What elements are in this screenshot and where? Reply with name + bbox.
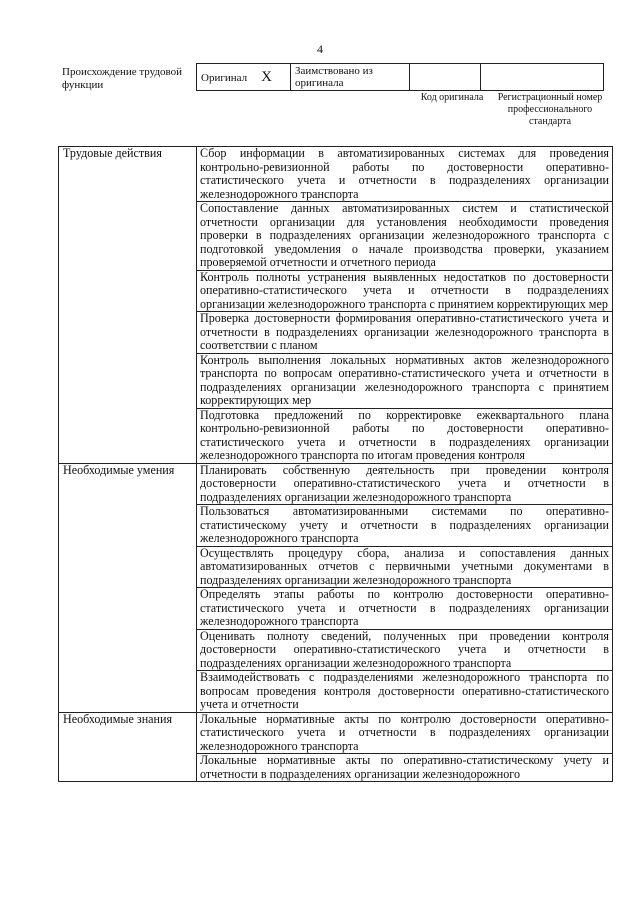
labor-action-item: Сбор информации в автоматизированных системах для проведения контрольно-ревизионной работы по достоверности оперативно-статистического учета и отчетности в подразделениях организации железнодорожного транспорта bbox=[197, 147, 613, 202]
skill-item: Оценивать полноту сведений, полученных при проведении контроля достоверности оперативно-статистического учета и отчетности в подразделениях организации железнодорожного транспорта bbox=[197, 629, 613, 671]
labor-action-item: Контроль полноты устранения выявленных недостатков по достоверности оперативно-статистического учета и отчетности в подразделениях организации железнодорожного транспорта с принятием корректирующих мер bbox=[197, 270, 613, 312]
original-label: Оригинал bbox=[201, 71, 248, 84]
reg-number-cell bbox=[481, 64, 604, 91]
borrowed-label: Заимствовано из оригинала bbox=[295, 65, 373, 89]
skills-category: Необходимые умения bbox=[59, 463, 197, 712]
skill-item: Планировать собственную деятельность при проведении контроля достоверности оперативно-статистического учета и отчетности в подразделениях организации железнодорожного транспорта bbox=[197, 463, 613, 505]
origin-label: Происхождение трудовой функции bbox=[62, 66, 183, 91]
origin-table bbox=[196, 63, 604, 91]
knowledge-item: Локальные нормативные акты по контролю достоверности оперативно-статистического учета и отчетности в подразделениях организации железнодорожного транспорта bbox=[197, 712, 613, 754]
page-number: 4 bbox=[317, 42, 323, 56]
code-cell bbox=[410, 64, 481, 91]
labor-action-item: Контроль выполнения локальных нормативных актов железнодорожного транспорта по вопросам оперативно-статистического учета и отчетности в подразделениях организации железнодорожного транспорта с принятием корректирующих мер bbox=[197, 353, 613, 408]
borrowed-cell bbox=[291, 64, 410, 91]
skill-item: Пользоваться автоматизированными системами по оперативно-статистическому учету и отчетности в подразделениях организации железнодорожного транспорта bbox=[197, 505, 613, 547]
table-row bbox=[59, 463, 613, 505]
labor-function-table bbox=[58, 146, 613, 782]
table-row bbox=[59, 712, 613, 754]
reg-number-label: Регистрационный номер профессионального стандарта bbox=[497, 92, 603, 127]
labor-action-item: Подготовка предложений по корректировке ежеквартального плана контрольно-ревизионной работы по достоверности оперативно-статистического учета и отчетности в подразделениях организации железнодорожного транспорта по итогам проведения контроля bbox=[197, 408, 613, 463]
knowledge-category: Необходимые знания bbox=[59, 712, 197, 782]
code-label: Код оригинала bbox=[420, 92, 484, 103]
skill-item: Определять этапы работы по контролю достоверности оперативно-статистического учета и отчетности в подразделениях организации железнодорожного транспорта bbox=[197, 588, 613, 630]
labor-action-item: Сопоставление данных автоматизированных систем и статистической отчетности организации для установления необходимости проведения проверки в подразделениях организации железнодорожного транспорта с подготовкой уведомления о начале производства проверки, указанием проверяемой отчетности и отчетного периода bbox=[197, 202, 613, 271]
original-mark: X bbox=[261, 68, 272, 85]
labor-actions-category: Трудовые действия bbox=[59, 147, 197, 464]
skill-item: Взаимодействовать с подразделениями железнодорожного транспорта по вопросам проведения контроля достоверности оперативно-статистического учета и отчетности bbox=[197, 671, 613, 713]
table-row bbox=[59, 147, 613, 202]
skill-item: Осуществлять процедуру сбора, анализа и сопоставления данных автоматизированных отчетов с первичными учетными документами в подразделениях организации железнодорожного транспорта bbox=[197, 546, 613, 588]
knowledge-item: Локальные нормативные акты по оперативно-статистическому учету и отчетности в подразделениях организации железнодорожного bbox=[197, 754, 613, 782]
labor-action-item: Проверка достоверности формирования оперативно-статистического учета и отчетности в подразделениях организации железнодорожного транспорта в соответствии с планом bbox=[197, 312, 613, 354]
original-cell bbox=[197, 64, 291, 91]
